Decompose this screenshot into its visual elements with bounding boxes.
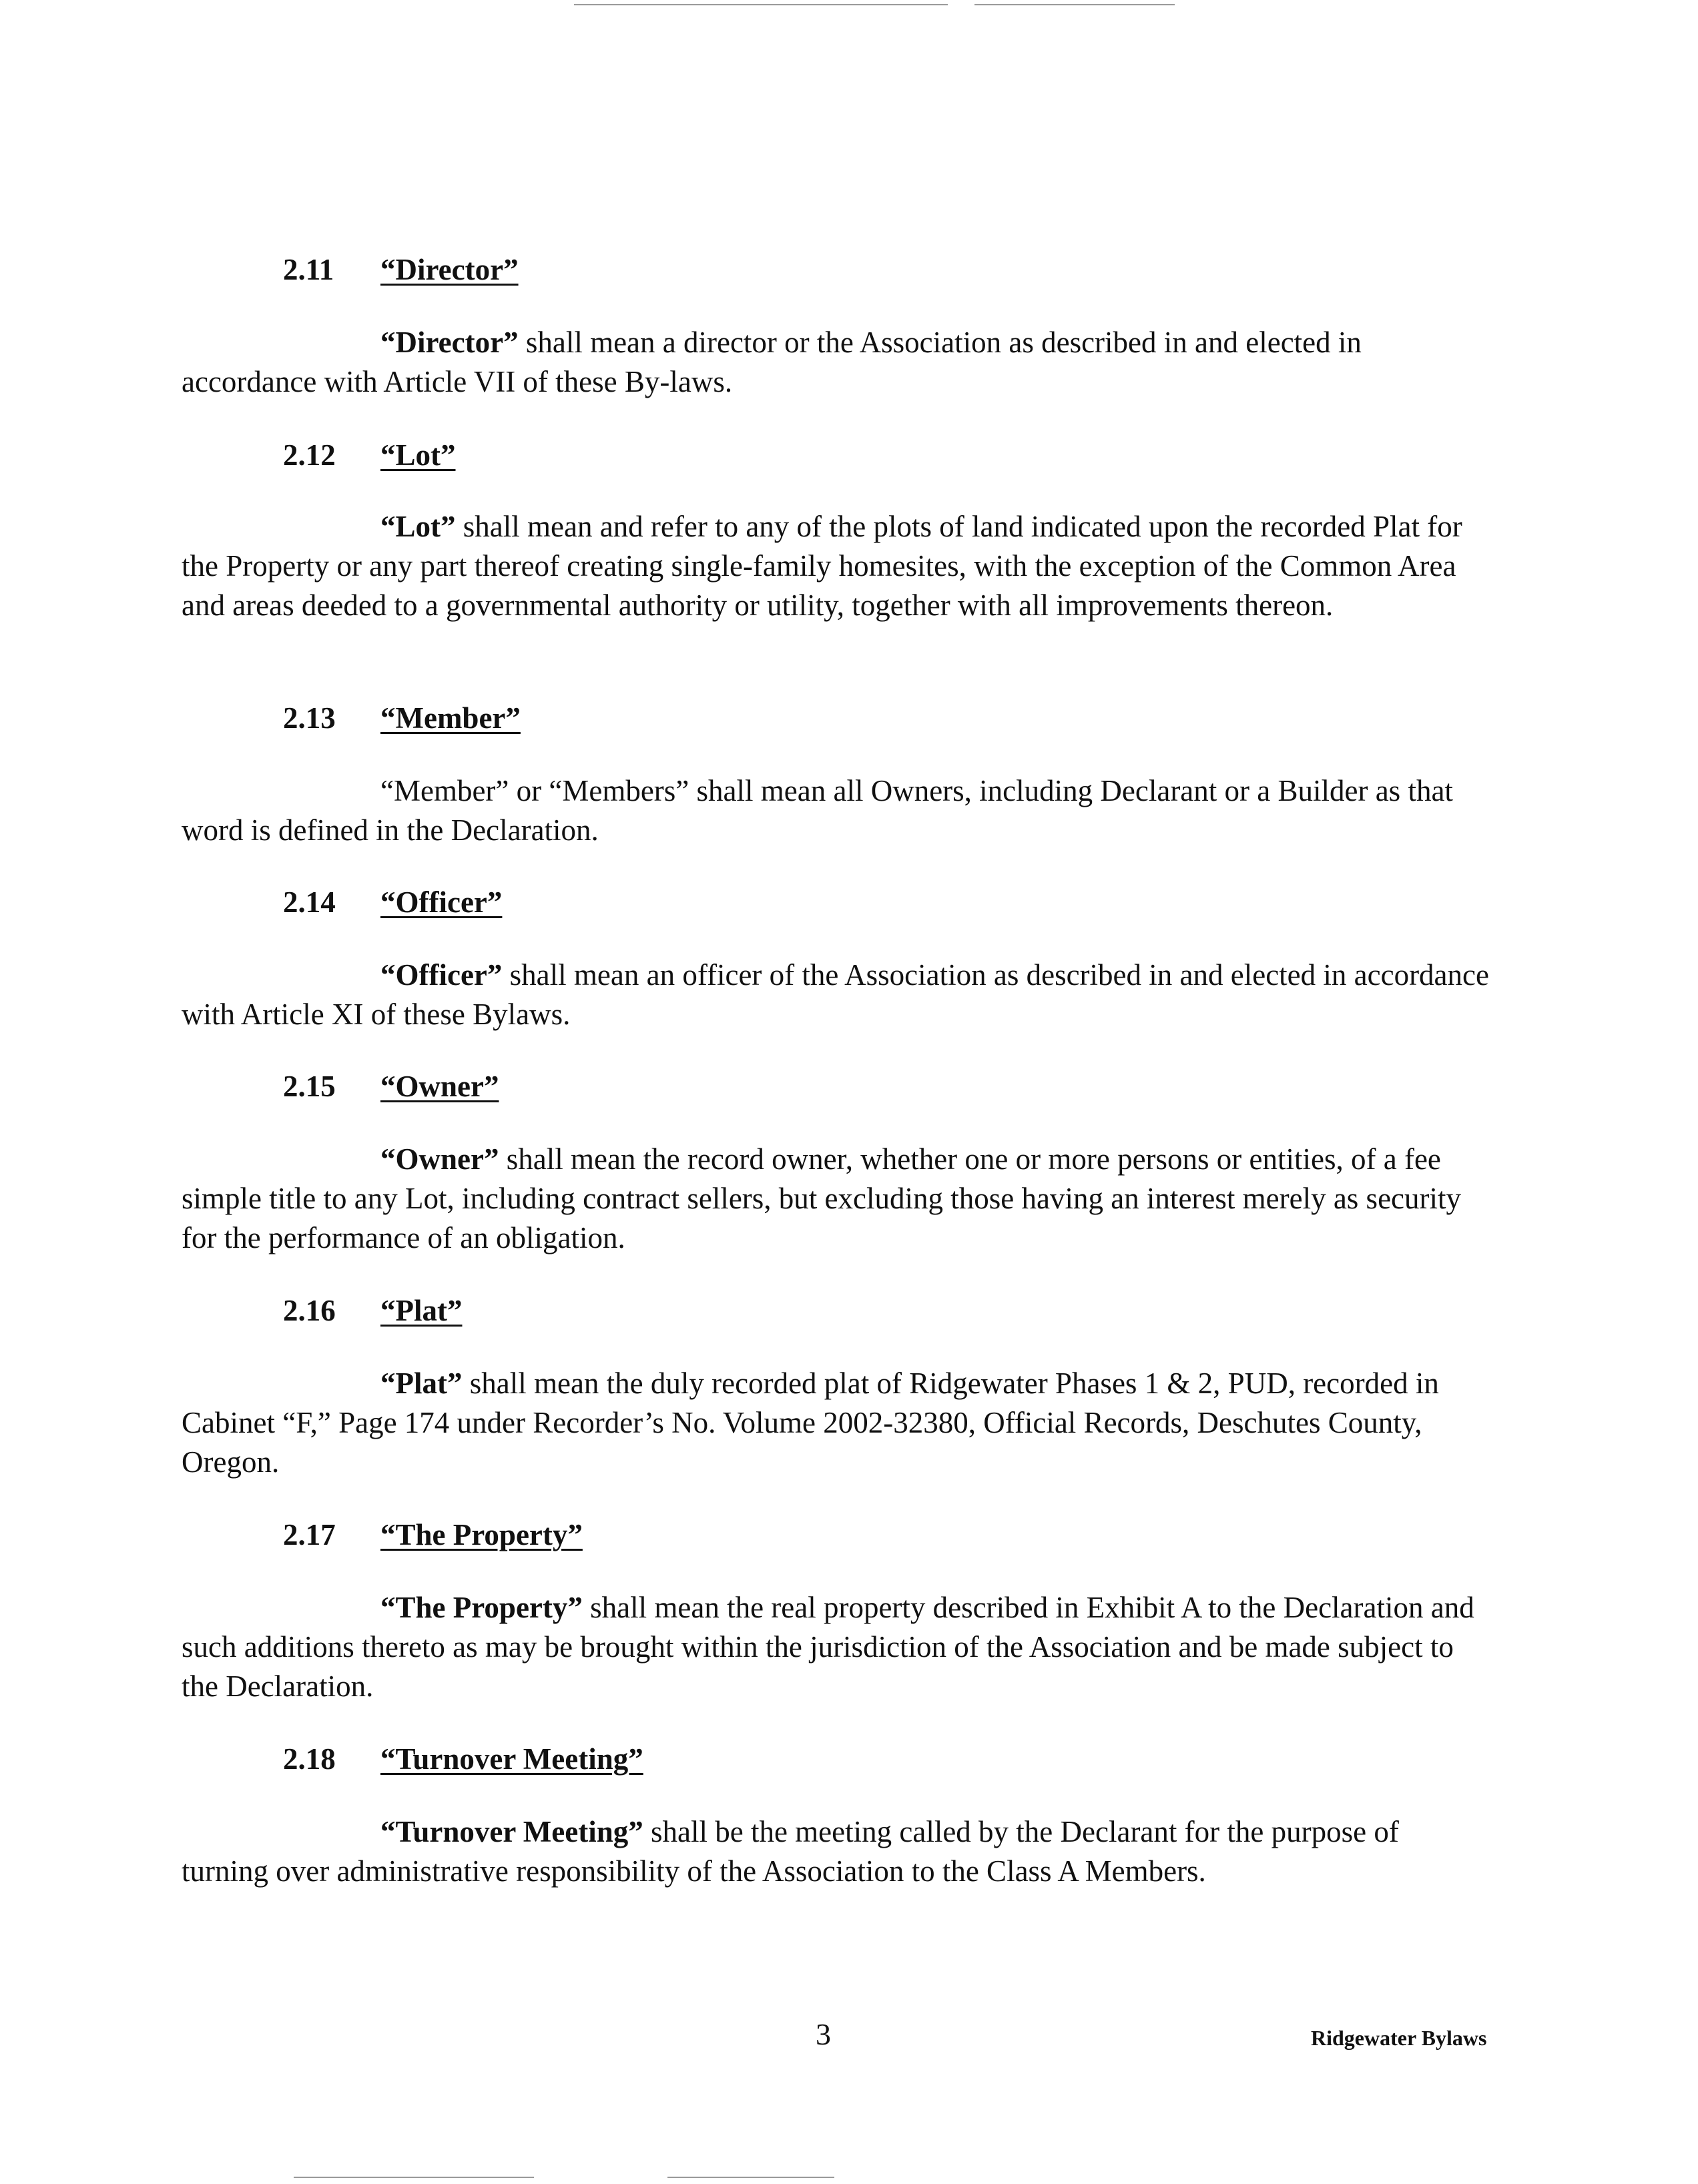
section-number: 2.14 <box>283 885 336 919</box>
section-heading-owner <box>283 1069 499 1104</box>
section-body-lot <box>182 507 1490 625</box>
defined-term: “Turnover Meeting” <box>380 1815 643 1848</box>
section-term: “Director” <box>380 253 519 286</box>
scan-artifact-bottom <box>294 2177 534 2178</box>
definition-text: shall mean the real property described in Exhibit A to the Declaration and such additions thereto as may be brought within the jurisdiction of the Association and be made subject to the Declaration. <box>182 1591 1474 1703</box>
section-body-officer <box>182 956 1490 1034</box>
footer-document-title: Ridgewater Bylaws <box>1311 2026 1487 2050</box>
section-heading-lot <box>283 438 456 472</box>
section-body-owner <box>182 1140 1490 1258</box>
section-body-member <box>182 771 1490 850</box>
definition-text: shall mean the duly recorded plat of Ridgewater Phases 1 & 2, PUD, recorded in Cabinet “F,” Page 174 under Recorder’s No. Volume 2002-32380, Official Records, Deschutes County, Oregon. <box>182 1367 1439 1479</box>
section-heading-officer <box>283 885 502 920</box>
definition-text: shall mean and refer to any of the plots of land indicated upon the recorded Plat for the Property or any part thereof creating single-family homesites, with the exception of the Common Area and areas deeded to a governmental authority or utility, together with all improvements thereon. <box>182 510 1462 622</box>
section-heading-plat <box>283 1293 462 1328</box>
section-term: “Member” <box>380 701 521 735</box>
scan-artifact-top <box>974 4 1175 5</box>
section-number: 2.15 <box>283 1070 336 1103</box>
section-term: “Lot” <box>380 438 456 472</box>
section-number: 2.16 <box>283 1294 336 1327</box>
section-term: “Officer” <box>380 885 503 919</box>
section-number: 2.11 <box>283 253 334 286</box>
section-term: “Owner” <box>380 1070 499 1103</box>
section-term: “Plat” <box>380 1294 463 1327</box>
section-heading-member <box>283 701 521 735</box>
definition-text: shall mean a director or the Association as described in and elected in accordance with Article VII of these By-laws. <box>182 326 1362 398</box>
defined-term: “Plat” <box>380 1367 463 1400</box>
section-heading-the-property <box>283 1517 583 1552</box>
definition-text: shall be the meeting called by the Declarant for the purpose of turning over administrative responsibility of the Association to the Class A Members. <box>182 1815 1399 1888</box>
defined-term: “Director” <box>380 326 519 359</box>
section-body-plat <box>182 1364 1490 1482</box>
section-heading-turnover-meeting <box>283 1742 643 1776</box>
definition-text: shall mean the record owner, whether one or more persons or entities, of a fee simple title to any Lot, including contract sellers, but excluding those having an interest merely as security for the performance of an obligation. <box>182 1142 1462 1254</box>
scan-artifact-bottom <box>667 2177 834 2178</box>
defined-term: “Owner” <box>380 1142 499 1176</box>
page-number: 3 <box>816 2017 831 2051</box>
definition-text: “Member” or “Members” shall mean all Owners, including Declarant or a Builder as that word is defined in the Declaration. <box>182 774 1453 847</box>
definition-text: shall mean an officer of the Association as described in and elected in accordance with Article XI of these Bylaws. <box>182 958 1489 1031</box>
defined-term: “Officer” <box>380 958 503 992</box>
defined-term: “The Property” <box>380 1591 583 1624</box>
section-number: 2.18 <box>283 1742 336 1776</box>
section-number: 2.17 <box>283 1518 336 1551</box>
section-term: “The Property” <box>380 1518 583 1551</box>
defined-term: “Lot” <box>380 510 456 543</box>
section-body-the-property <box>182 1588 1490 1706</box>
section-body-director <box>182 323 1490 402</box>
section-term: “Turnover Meeting” <box>380 1742 643 1776</box>
section-number: 2.13 <box>283 701 336 735</box>
scan-artifact-top <box>574 4 948 5</box>
section-heading-director <box>283 252 519 287</box>
section-number: 2.12 <box>283 438 336 472</box>
section-body-turnover-meeting <box>182 1812 1490 1891</box>
